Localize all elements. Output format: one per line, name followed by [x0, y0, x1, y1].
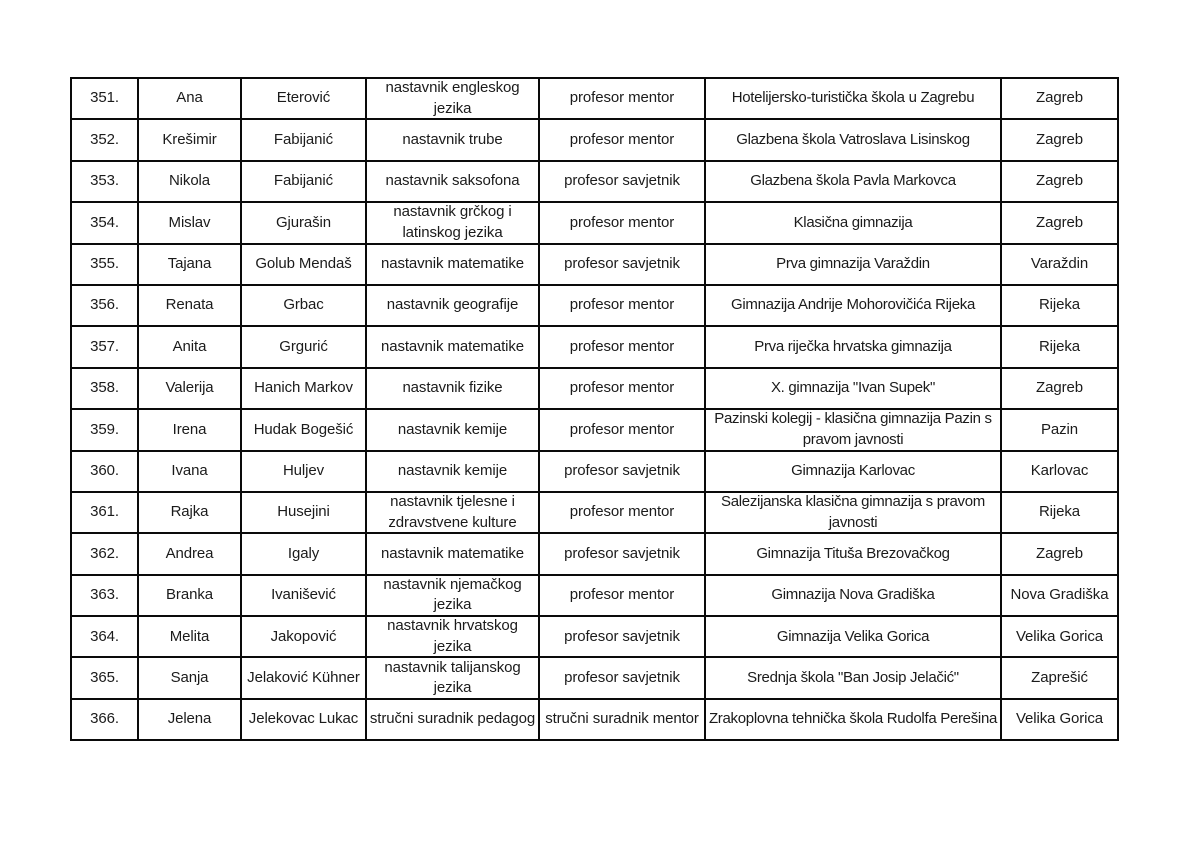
cell-school: Pazinski kolegij - klasična gimnazija Pazin s pravom javnosti [705, 409, 1001, 450]
cell-last-name: Gjurašin [241, 202, 366, 243]
cell-position: nastavnik matematike [366, 533, 539, 574]
cell-number: 366. [71, 699, 138, 740]
cell-first-name: Jelena [138, 699, 241, 740]
cell-school: X. gimnazija "Ivan Supek" [705, 368, 1001, 409]
cell-number: 361. [71, 492, 138, 533]
cell-last-name: Husejini [241, 492, 366, 533]
cell-city: Nova Gradiška [1001, 575, 1118, 616]
cell-city: Karlovac [1001, 451, 1118, 492]
cell-school: Prva riječka hrvatska gimnazija [705, 326, 1001, 367]
cell-school: Gimnazija Tituša Brezovačkog [705, 533, 1001, 574]
cell-position: nastavnik njemačkog jezika [366, 575, 539, 616]
cell-city: Zagreb [1001, 202, 1118, 243]
cell-position: nastavnik matematike [366, 326, 539, 367]
table-row [71, 368, 1118, 409]
cell-first-name: Branka [138, 575, 241, 616]
cell-last-name: Igaly [241, 533, 366, 574]
cell-first-name: Irena [138, 409, 241, 450]
cell-first-name: Renata [138, 285, 241, 326]
cell-number: 353. [71, 161, 138, 202]
cell-position: nastavnik geografije [366, 285, 539, 326]
cell-last-name: Hanich Markov [241, 368, 366, 409]
table-row [71, 616, 1118, 657]
cell-position: nastavnik kemije [366, 409, 539, 450]
cell-last-name: Jelekovac Lukac [241, 699, 366, 740]
cell-school: Srednja škola "Ban Josip Jelačić" [705, 657, 1001, 698]
cell-position: nastavnik tjelesne i zdravstvene kulture [366, 492, 539, 533]
cell-last-name: Fabijanić [241, 161, 366, 202]
table-row [71, 285, 1118, 326]
cell-position: nastavnik grčkog i latinskog jezika [366, 202, 539, 243]
cell-title: profesor savjetnik [539, 533, 705, 574]
table-row [71, 119, 1118, 160]
table-row [71, 657, 1118, 698]
cell-number: 364. [71, 616, 138, 657]
cell-number: 355. [71, 244, 138, 285]
table-row [71, 409, 1118, 450]
cell-number: 363. [71, 575, 138, 616]
cell-title: profesor savjetnik [539, 451, 705, 492]
cell-school: Gimnazija Karlovac [705, 451, 1001, 492]
cell-title: profesor mentor [539, 119, 705, 160]
cell-school: Prva gimnazija Varaždin [705, 244, 1001, 285]
table-row [71, 492, 1118, 533]
cell-title: profesor mentor [539, 575, 705, 616]
cell-number: 360. [71, 451, 138, 492]
cell-number: 362. [71, 533, 138, 574]
cell-city: Zagreb [1001, 78, 1118, 119]
cell-position: nastavnik fizike [366, 368, 539, 409]
cell-last-name: Eterović [241, 78, 366, 119]
cell-school: Gimnazija Andrije Mohorovičića Rijeka [705, 285, 1001, 326]
teacher-register-table [70, 77, 1119, 741]
table-row [71, 533, 1118, 574]
cell-first-name: Rajka [138, 492, 241, 533]
cell-position: nastavnik kemije [366, 451, 539, 492]
table-body [71, 78, 1118, 740]
table-row [71, 161, 1118, 202]
cell-city: Velika Gorica [1001, 616, 1118, 657]
cell-city: Rijeka [1001, 285, 1118, 326]
cell-last-name: Ivanišević [241, 575, 366, 616]
cell-first-name: Anita [138, 326, 241, 367]
cell-city: Rijeka [1001, 326, 1118, 367]
table-row [71, 244, 1118, 285]
cell-school: Gimnazija Nova Gradiška [705, 575, 1001, 616]
cell-number: 359. [71, 409, 138, 450]
table-row [71, 326, 1118, 367]
cell-title: profesor savjetnik [539, 616, 705, 657]
cell-position: nastavnik engleskog jezika [366, 78, 539, 119]
table-row [71, 78, 1118, 119]
cell-last-name: Fabijanić [241, 119, 366, 160]
cell-title: profesor mentor [539, 202, 705, 243]
cell-number: 354. [71, 202, 138, 243]
cell-first-name: Ivana [138, 451, 241, 492]
cell-city: Varaždin [1001, 244, 1118, 285]
table-row [71, 699, 1118, 740]
cell-number: 365. [71, 657, 138, 698]
cell-school: Zrakoplovna tehnička škola Rudolfa Perešina [705, 699, 1001, 740]
cell-title: profesor savjetnik [539, 161, 705, 202]
cell-first-name: Krešimir [138, 119, 241, 160]
cell-position: nastavnik matematike [366, 244, 539, 285]
cell-school: Gimnazija Velika Gorica [705, 616, 1001, 657]
cell-school: Glazbena škola Vatroslava Lisinskog [705, 119, 1001, 160]
cell-school: Hotelijersko-turistička škola u Zagrebu [705, 78, 1001, 119]
cell-school: Glazbena škola Pavla Markovca [705, 161, 1001, 202]
cell-school: Salezijanska klasična gimnazija s pravom javnosti [705, 492, 1001, 533]
cell-city: Rijeka [1001, 492, 1118, 533]
cell-last-name: Grbac [241, 285, 366, 326]
cell-number: 358. [71, 368, 138, 409]
cell-city: Zagreb [1001, 368, 1118, 409]
cell-city: Pazin [1001, 409, 1118, 450]
cell-title: profesor mentor [539, 492, 705, 533]
cell-first-name: Tajana [138, 244, 241, 285]
cell-title: profesor mentor [539, 78, 705, 119]
cell-title: profesor mentor [539, 285, 705, 326]
cell-title: stručni suradnik mentor [539, 699, 705, 740]
table-row [71, 575, 1118, 616]
cell-title: profesor savjetnik [539, 657, 705, 698]
cell-city: Zaprešić [1001, 657, 1118, 698]
cell-title: profesor savjetnik [539, 244, 705, 285]
cell-first-name: Melita [138, 616, 241, 657]
cell-last-name: Jelaković Kühner [241, 657, 366, 698]
cell-position: nastavnik talijanskog jezika [366, 657, 539, 698]
cell-position: nastavnik saksofona [366, 161, 539, 202]
cell-title: profesor mentor [539, 409, 705, 450]
cell-first-name: Sanja [138, 657, 241, 698]
cell-number: 356. [71, 285, 138, 326]
cell-first-name: Valerija [138, 368, 241, 409]
cell-position: nastavnik trube [366, 119, 539, 160]
cell-first-name: Mislav [138, 202, 241, 243]
cell-city: Zagreb [1001, 161, 1118, 202]
cell-position: nastavnik hrvatskog jezika [366, 616, 539, 657]
cell-city: Zagreb [1001, 533, 1118, 574]
cell-position: stručni suradnik pedagog [366, 699, 539, 740]
table-row [71, 202, 1118, 243]
cell-school: Klasična gimnazija [705, 202, 1001, 243]
cell-number: 357. [71, 326, 138, 367]
cell-last-name: Jakopović [241, 616, 366, 657]
cell-number: 352. [71, 119, 138, 160]
cell-last-name: Huljev [241, 451, 366, 492]
cell-first-name: Ana [138, 78, 241, 119]
cell-city: Velika Gorica [1001, 699, 1118, 740]
cell-number: 351. [71, 78, 138, 119]
cell-title: profesor mentor [539, 368, 705, 409]
cell-last-name: Golub Mendaš [241, 244, 366, 285]
cell-first-name: Andrea [138, 533, 241, 574]
cell-first-name: Nikola [138, 161, 241, 202]
cell-title: profesor mentor [539, 326, 705, 367]
table-row [71, 451, 1118, 492]
cell-city: Zagreb [1001, 119, 1118, 160]
cell-last-name: Hudak Bogešić [241, 409, 366, 450]
cell-last-name: Grgurić [241, 326, 366, 367]
